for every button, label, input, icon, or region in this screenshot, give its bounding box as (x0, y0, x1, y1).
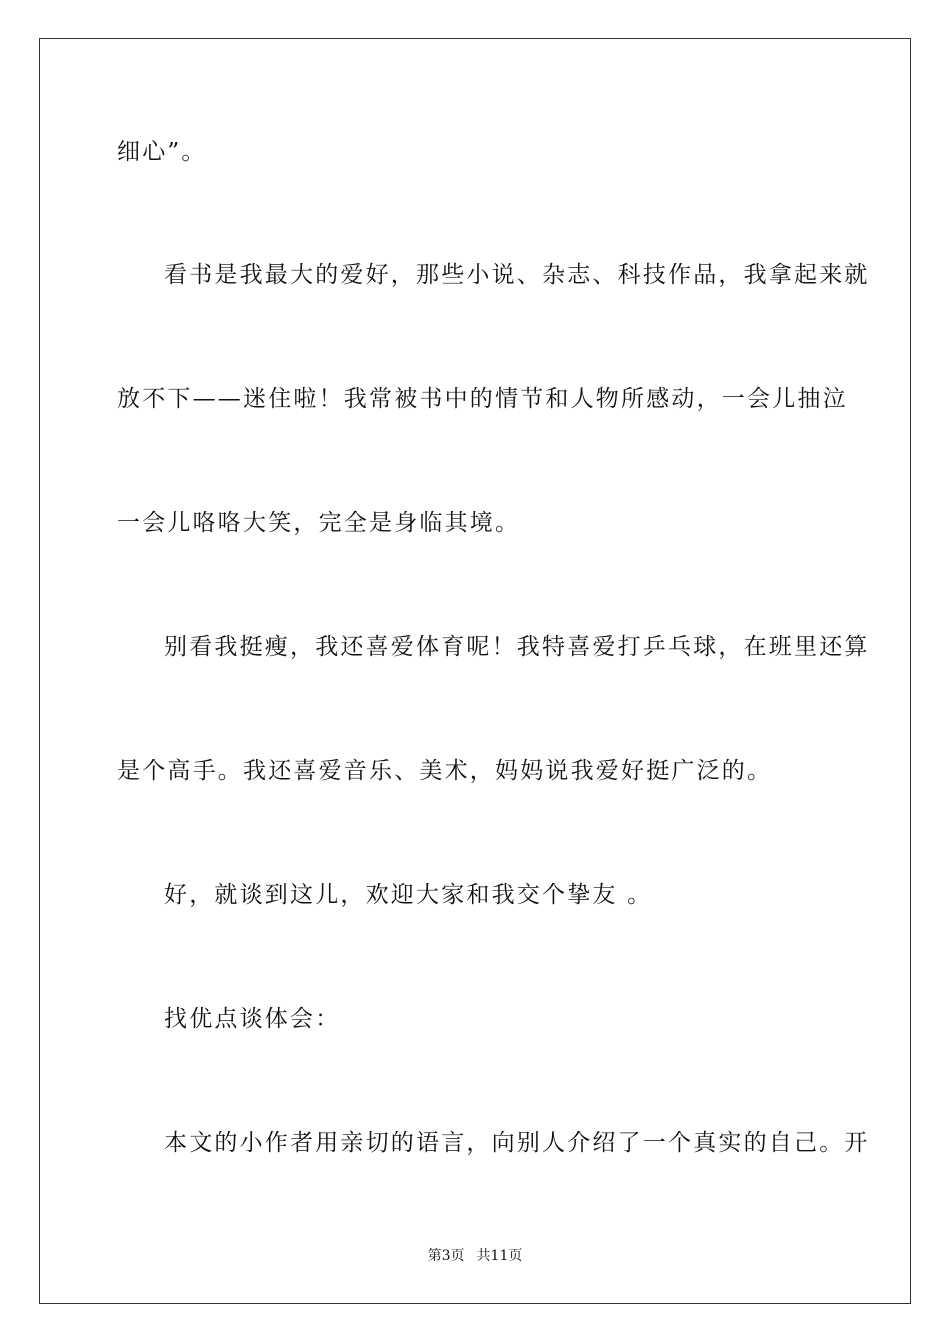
paragraph-review-line-1: 本文的小作者用亲切的语言，向别人介绍了一个真实的自己。开 (164, 1130, 870, 1156)
page-footer (0, 1247, 950, 1265)
paragraph-closing: 好，就谈到这儿，欢迎大家和我交个挚友 。 (164, 882, 653, 908)
paragraph-sports-line-2: 是个高手。我还喜爱音乐、美术，妈妈说我爱好挺广泛的。 (117, 758, 773, 784)
page-number: 第3页 (427, 1248, 465, 1264)
paragraph-reading-line-2: 放不下——迷住啦！我常被书中的情节和人物所感动，一会儿抽泣 (117, 386, 848, 412)
paragraph-sports-line-1: 别看我挺瘦，我还喜爱体育呢！我特喜爱打乒乓球，在班里还算 (164, 634, 870, 660)
text-line-1: 细心”。 (117, 139, 207, 165)
page-total: 共11页 (476, 1248, 523, 1264)
paragraph-reading-line-1: 看书是我最大的爱好，那些小说、杂志、科技作品，我拿起来就 (164, 262, 870, 288)
page-border (39, 38, 911, 1304)
paragraph-reading-line-3: 一会儿咯咯大笑，完全是身临其境。 (117, 510, 521, 536)
section-heading: 找优点谈体会： (164, 1006, 341, 1032)
